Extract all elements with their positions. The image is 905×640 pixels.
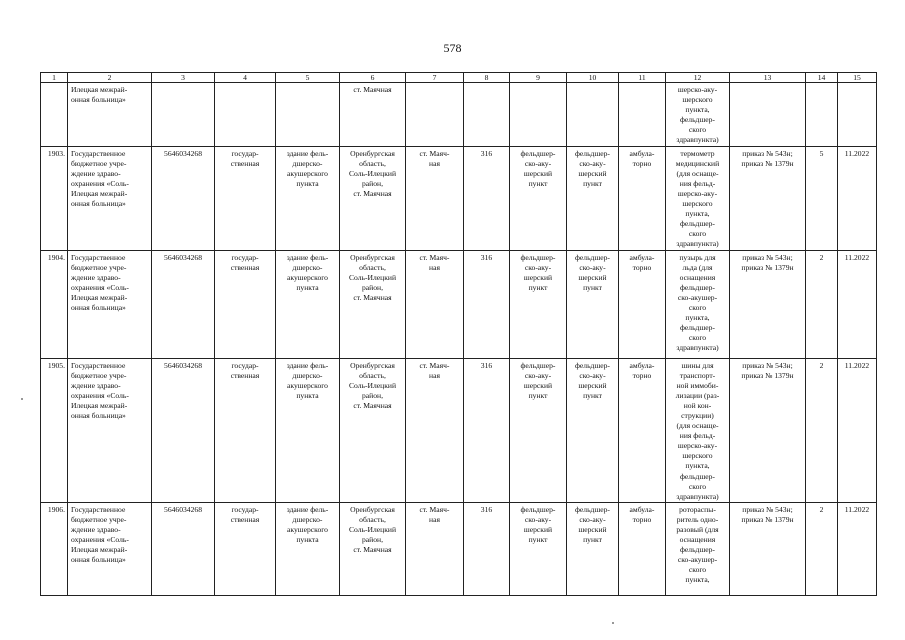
- col-equipment-cell: пузырь для льда (для оснащения фельдшер- ско-акушер- ского пункта, фельдшер- ского здравпункта): [666, 250, 730, 358]
- column-header-14: 14: [806, 73, 838, 83]
- scan-speck: [21, 398, 23, 400]
- col-organization-cell: Государственное бюджетное учре- ждение здраво- охранения «Соль- Илецкая межрай- онная больница»: [68, 502, 152, 595]
- col-date-cell: 11.2022: [838, 502, 877, 595]
- col-inn-cell: [152, 83, 215, 147]
- col-code-cell: 316: [464, 250, 510, 358]
- col-basis-cell: [730, 83, 806, 147]
- col-basis-cell: приказ № 543н; приказ № 1379н: [730, 358, 806, 502]
- col-ownership-cell: государ- ственная: [215, 146, 276, 250]
- col-organization-cell: Государственное бюджетное учре- ждение здраво- охранения «Соль- Илецкая межрай- онная больница»: [68, 250, 152, 358]
- col-address-cell: Оренбургская область, Соль-Илецкий район, ст. Маячная: [340, 358, 406, 502]
- col-settlement-cell: ст. Маяч- ная: [406, 358, 464, 502]
- col-address-cell: ст. Маячная: [340, 83, 406, 147]
- col-quantity-cell: 2: [806, 358, 838, 502]
- col-number-cell: [41, 83, 68, 147]
- col-ownership-cell: [215, 83, 276, 147]
- col-settlement-cell: ст. Маяч- ная: [406, 502, 464, 595]
- column-header-5: 5: [276, 73, 340, 83]
- col-date-cell: 11.2022: [838, 250, 877, 358]
- table-row: [41, 502, 877, 595]
- column-header-12: 12: [666, 73, 730, 83]
- scan-speck: [612, 622, 614, 624]
- col-unit-type-2-cell: [567, 83, 619, 147]
- col-equipment-cell: шерско-аку- шерского пункта, фельдшер- ского здравпункта): [666, 83, 730, 147]
- col-ownership-cell: государ- ственная: [215, 502, 276, 595]
- col-care-form-cell: амбула- торно: [619, 146, 666, 250]
- table-row: [41, 83, 877, 147]
- col-basis-cell: приказ № 543н; приказ № 1379н: [730, 502, 806, 595]
- col-date-cell: 11.2022: [838, 358, 877, 502]
- col-quantity-cell: 2: [806, 502, 838, 595]
- col-address-cell: Оренбургская область, Соль-Илецкий район, ст. Маячная: [340, 250, 406, 358]
- column-header-8: 8: [464, 73, 510, 83]
- col-unit-type-cell: фельдшер- ско-аку- шерский пункт: [510, 250, 567, 358]
- column-header-13: 13: [730, 73, 806, 83]
- col-number-cell: 1906.: [41, 502, 68, 595]
- page-number: 578: [443, 41, 462, 55]
- col-building-cell: здание фель- дшерско- акушерского пункта: [276, 250, 340, 358]
- column-header-9: 9: [510, 73, 567, 83]
- col-number-cell: 1903.: [41, 146, 68, 250]
- col-organization-cell: Государственное бюджетное учре- ждение здраво- охранения «Соль- Илецкая межрай- онная больница»: [68, 358, 152, 502]
- col-number-cell: 1905.: [41, 358, 68, 502]
- col-building-cell: здание фель- дшерско- акушерского пункта: [276, 358, 340, 502]
- col-number-cell: 1904.: [41, 250, 68, 358]
- col-date-cell: [838, 83, 877, 147]
- column-header-1: 1: [41, 73, 68, 83]
- col-care-form-cell: амбула- торно: [619, 358, 666, 502]
- column-header-2: 2: [68, 73, 152, 83]
- col-ownership-cell: государ- ственная: [215, 250, 276, 358]
- table-row: [41, 250, 877, 358]
- table-row: [41, 146, 877, 250]
- header-row: [41, 73, 877, 83]
- col-unit-type-cell: фельдшер- ско-аку- шерский пункт: [510, 146, 567, 250]
- col-settlement-cell: ст. Маяч- ная: [406, 146, 464, 250]
- col-inn-cell: 5646034268: [152, 146, 215, 250]
- registry-table: [40, 72, 877, 596]
- col-address-cell: Оренбургская область, Соль-Илецкий район, ст. Маячная: [340, 146, 406, 250]
- column-header-10: 10: [567, 73, 619, 83]
- col-date-cell: 11.2022: [838, 146, 877, 250]
- col-care-form-cell: амбула- торно: [619, 502, 666, 595]
- column-header-11: 11: [619, 73, 666, 83]
- column-header-7: 7: [406, 73, 464, 83]
- col-unit-type-2-cell: фельдшер- ско-аку- шерский пункт: [567, 250, 619, 358]
- table-row: [41, 358, 877, 502]
- col-basis-cell: приказ № 543н; приказ № 1379н: [730, 250, 806, 358]
- col-equipment-cell: ротораспы- ритель одно- разовый (для оснащения фельдшер- ско-акушер- ского пункта,: [666, 502, 730, 595]
- col-unit-type-cell: фельдшер- ско-аку- шерский пункт: [510, 502, 567, 595]
- col-settlement-cell: ст. Маяч- ная: [406, 250, 464, 358]
- col-quantity-cell: 5: [806, 146, 838, 250]
- column-header-3: 3: [152, 73, 215, 83]
- col-code-cell: [464, 83, 510, 147]
- col-unit-type-cell: [510, 83, 567, 147]
- col-organization-cell: Илецкая межрай- онная больница»: [68, 83, 152, 147]
- col-code-cell: 316: [464, 358, 510, 502]
- col-building-cell: здание фель- дшерско- акушерского пункта: [276, 502, 340, 595]
- col-code-cell: 316: [464, 502, 510, 595]
- col-unit-type-2-cell: фельдшер- ско-аку- шерский пункт: [567, 502, 619, 595]
- col-unit-type-2-cell: фельдшер- ско-аку- шерский пункт: [567, 146, 619, 250]
- col-care-form-cell: [619, 83, 666, 147]
- column-header-15: 15: [838, 73, 877, 83]
- col-ownership-cell: государ- ственная: [215, 358, 276, 502]
- col-unit-type-2-cell: фельдшер- ско-аку- шерский пункт: [567, 358, 619, 502]
- col-equipment-cell: шины для транспорт- ной иммоби- лизации (раз- ной кон- струкции) (для оснаще- ния фельд- шерско-аку- шерского пункта, фельдшер- ского здравпункта): [666, 358, 730, 502]
- col-organization-cell: Государственное бюджетное учре- ждение здраво- охранения «Соль- Илецкая межрай- онная больница»: [68, 146, 152, 250]
- col-care-form-cell: амбула- торно: [619, 250, 666, 358]
- column-header-4: 4: [215, 73, 276, 83]
- col-code-cell: 316: [464, 146, 510, 250]
- col-quantity-cell: 2: [806, 250, 838, 358]
- col-equipment-cell: термометр медицинский (для оснаще- ния фельд- шерско-аку- шерского пункта, фельдшер- ского здравпункта): [666, 146, 730, 250]
- col-address-cell: Оренбургская область, Соль-Илецкий район, ст. Маячная: [340, 502, 406, 595]
- col-basis-cell: приказ № 543н; приказ № 1379н: [730, 146, 806, 250]
- column-header-6: 6: [340, 73, 406, 83]
- col-unit-type-cell: фельдшер- ско-аку- шерский пункт: [510, 358, 567, 502]
- col-building-cell: [276, 83, 340, 147]
- col-quantity-cell: [806, 83, 838, 147]
- col-inn-cell: 5646034268: [152, 250, 215, 358]
- col-settlement-cell: [406, 83, 464, 147]
- col-inn-cell: 5646034268: [152, 358, 215, 502]
- col-building-cell: здание фель- дшерско- акушерского пункта: [276, 146, 340, 250]
- col-inn-cell: 5646034268: [152, 502, 215, 595]
